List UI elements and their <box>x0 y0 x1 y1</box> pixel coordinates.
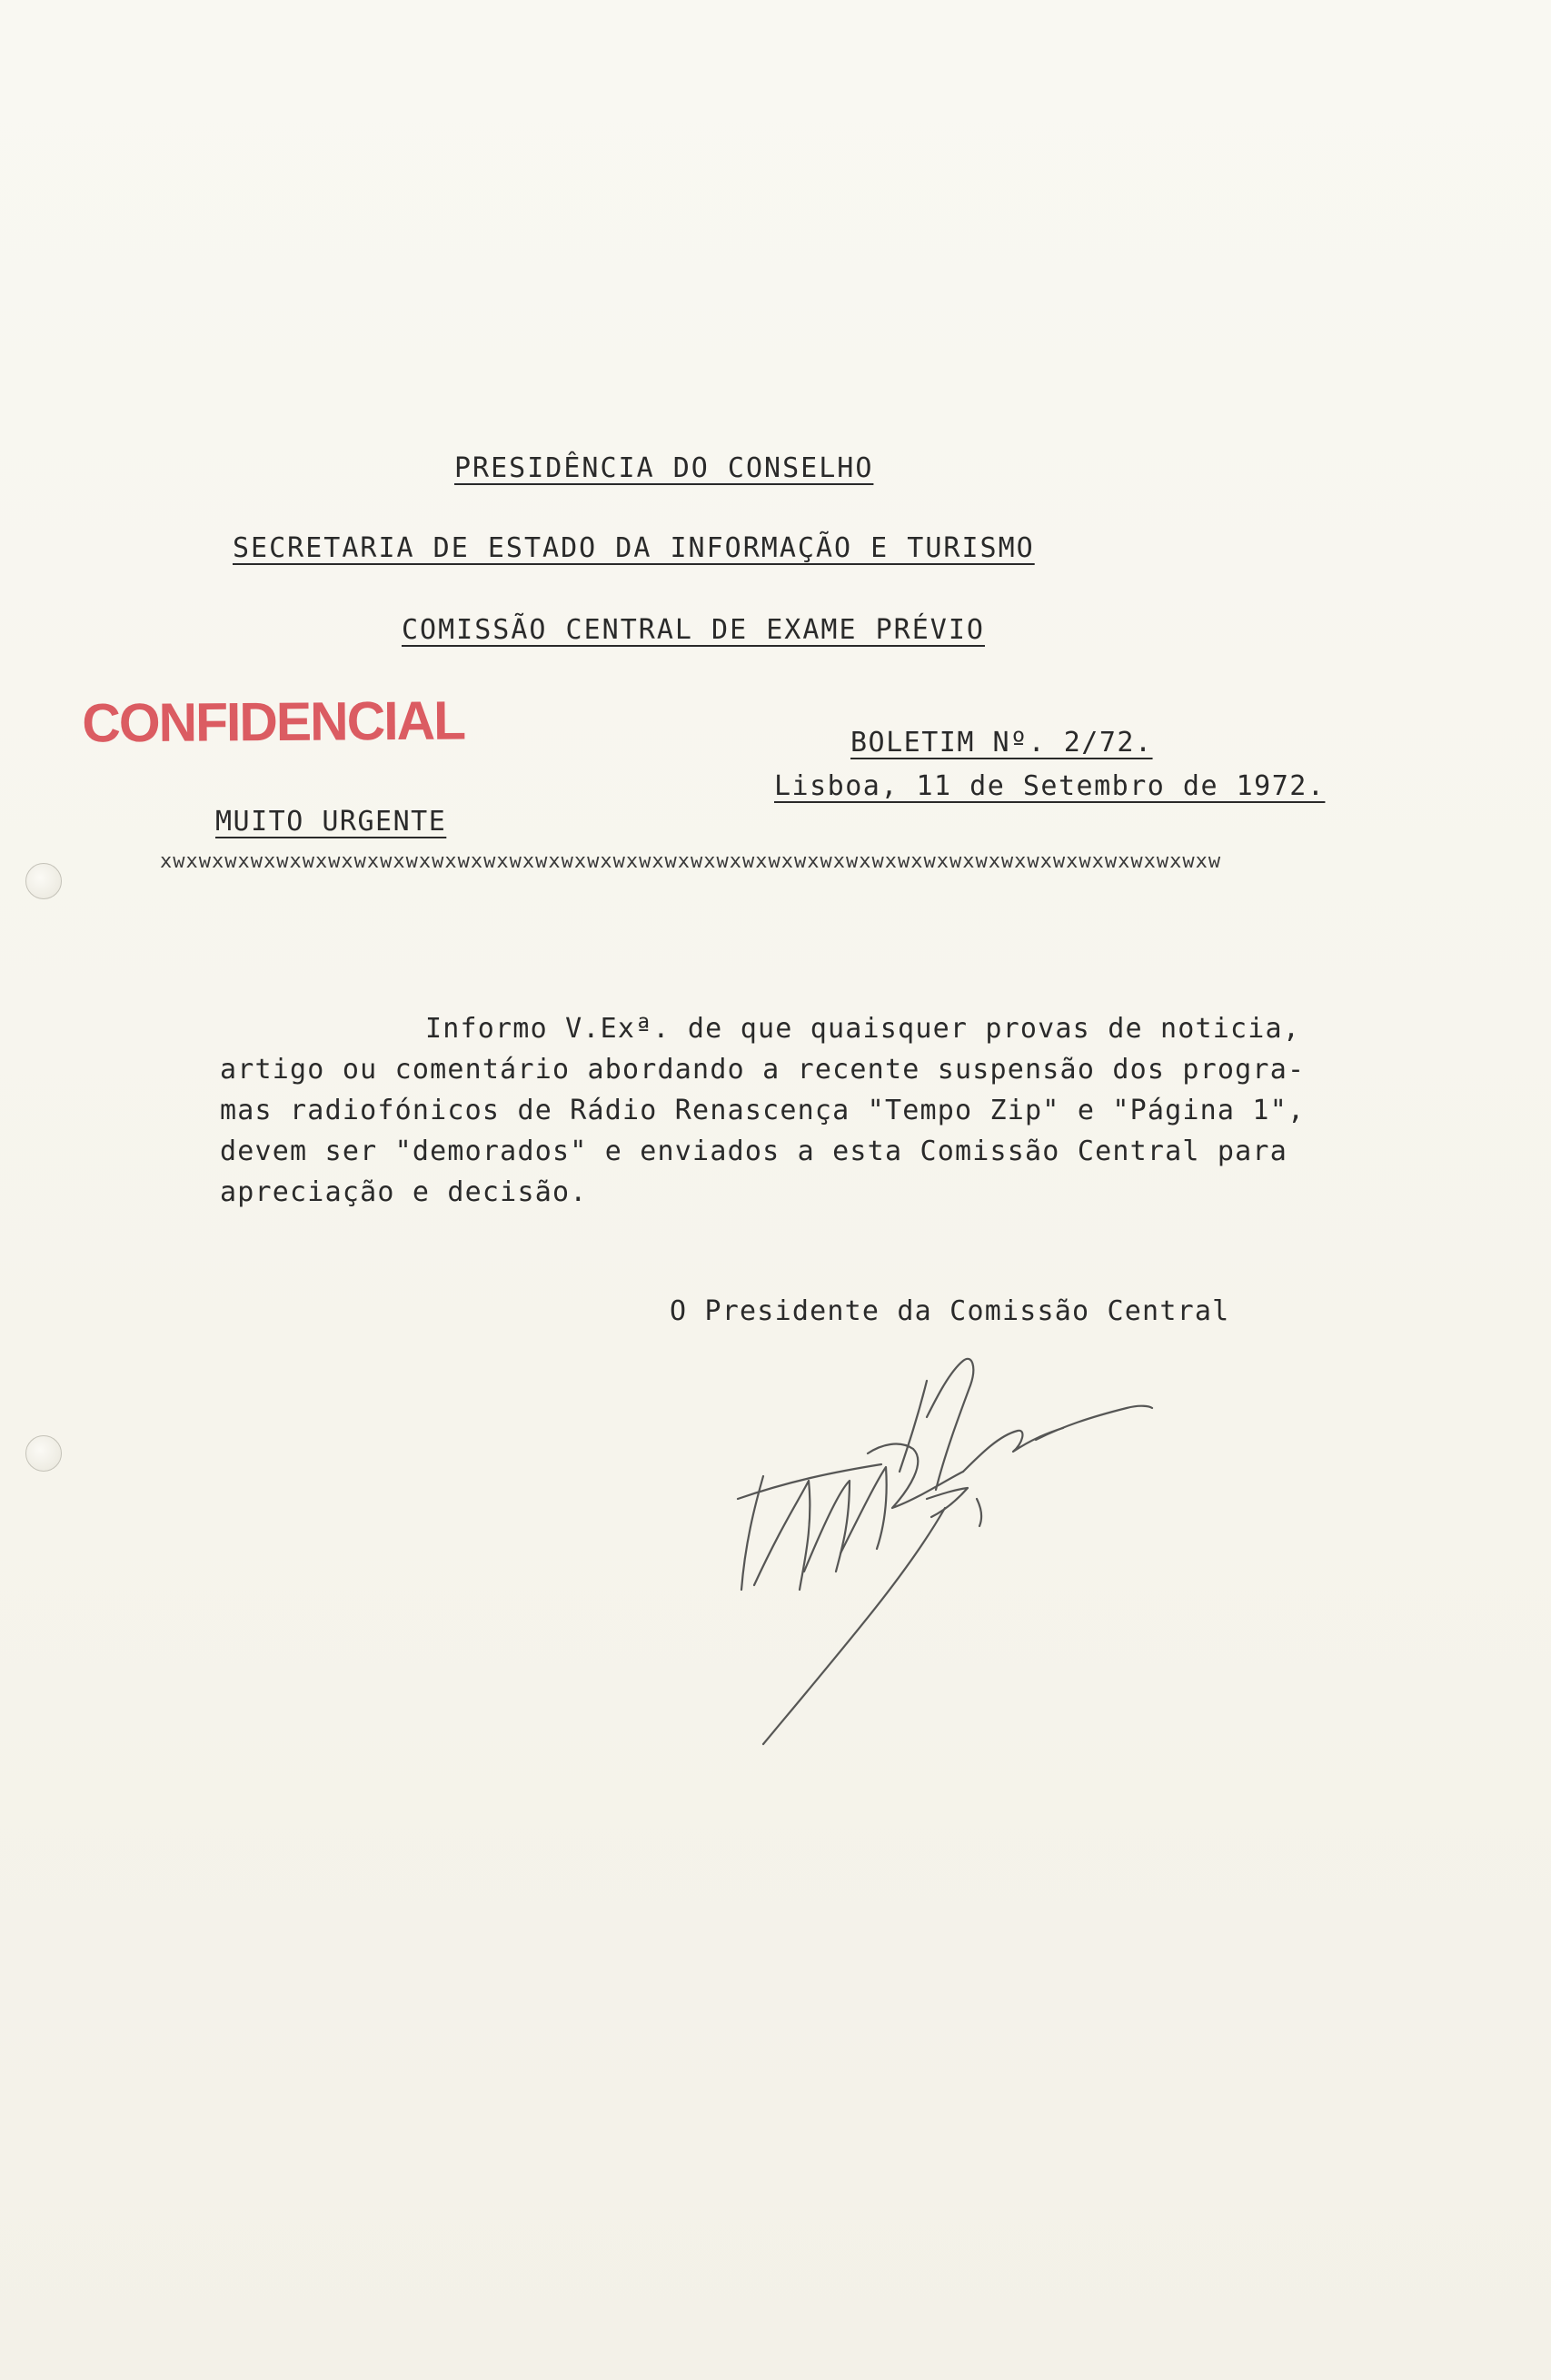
punch-hole <box>25 1435 62 1472</box>
document-date: Lisboa, 11 de Setembro de 1972. <box>774 770 1326 802</box>
header-secretariat: SECRETARIA DE ESTADO DA INFORMAÇÃO E TURISMO <box>233 532 1035 564</box>
bulletin-number: BOLETIM Nº. 2/72. <box>850 727 1153 759</box>
body-line: artigo ou comentário abordando a recente suspensão dos progra- <box>220 1054 1306 1086</box>
header-presidency: PRESIDÊNCIA DO CONSELHO <box>454 452 874 484</box>
handwritten-signature <box>654 1344 1163 1762</box>
signatory-title: O Presidente da Comissão Central <box>670 1295 1230 1327</box>
separator-line: xwxwxwxwxwxwxwxwxwxwxwxwxwxwxwxwxwxwxwxwxwxwxwxwxwxwxwxwxwxwxwxwxwxwxwxwxwxwxwxwxw <box>160 850 1222 873</box>
urgency-label: MUITO URGENTE <box>215 806 447 838</box>
body-line: Informo V.Exª. de que quaisquer provas de noticia, <box>425 1013 1301 1045</box>
body-line: devem ser "demorados" e enviados a esta Comissão Central para <box>220 1135 1288 1167</box>
confidential-stamp: CONFIDENCIAL <box>82 689 465 754</box>
header-commission: COMISSÃO CENTRAL DE EXAME PRÉVIO <box>402 614 985 646</box>
body-line: apreciação e decisão. <box>220 1176 588 1208</box>
body-paragraph <box>220 1008 1401 1213</box>
punch-hole <box>25 863 62 899</box>
body-line: mas radiofónicos de Rádio Renascença "Tempo Zip" e "Página 1", <box>220 1095 1306 1126</box>
